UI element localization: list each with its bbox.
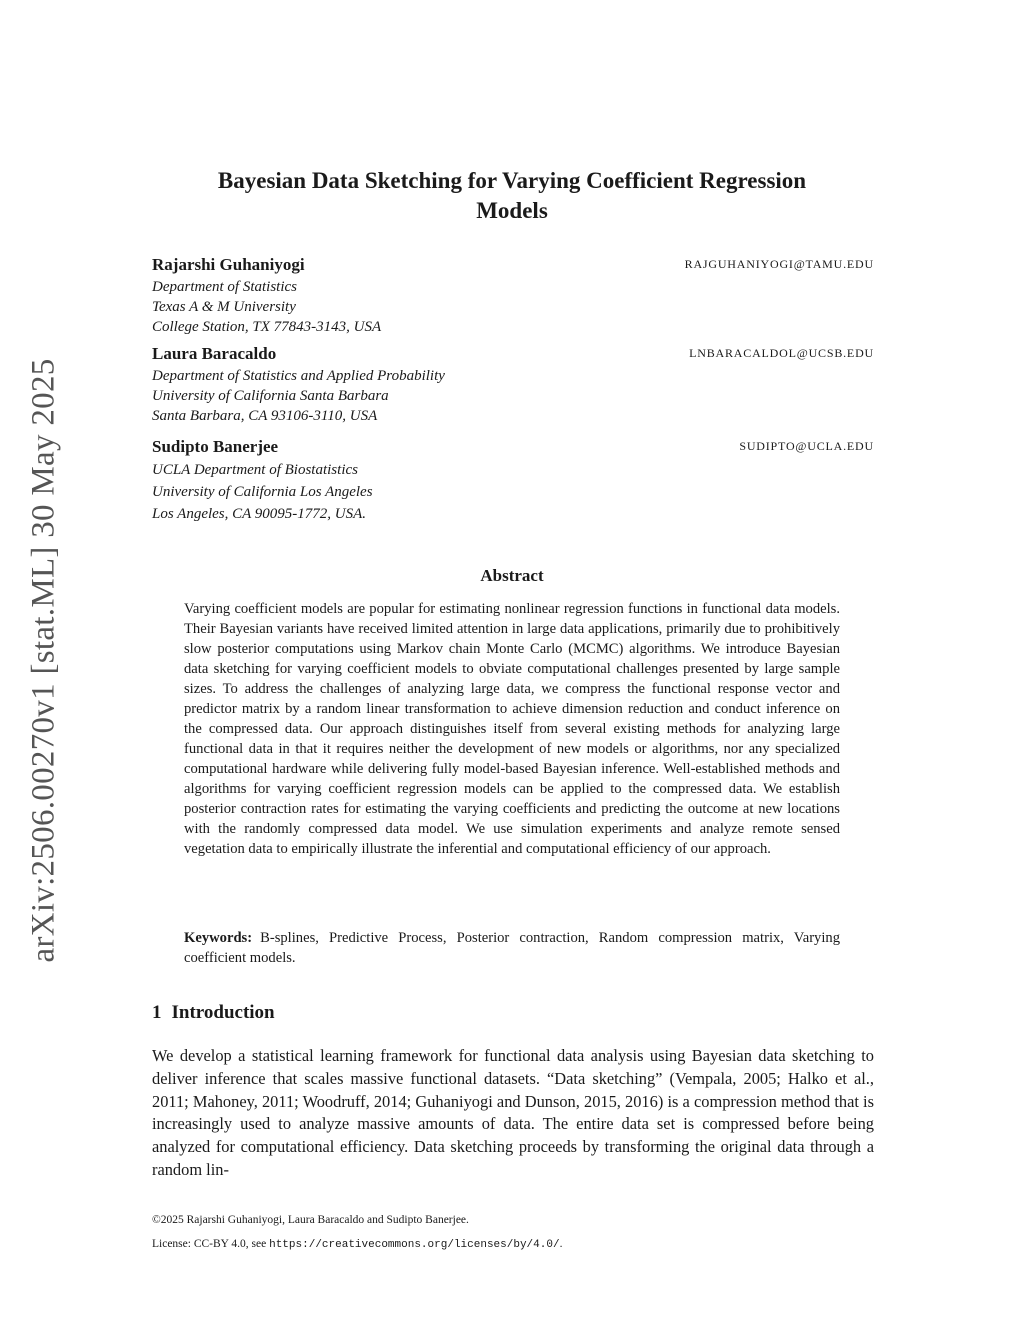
- abstract-text: Varying coefficient models are popular for estimating nonlinear regression functions in functional data models. Their Bayesian variants have received limited attention in large data applications, primarily due to prohibitively slow posterior computations using Markov chain Monte Carlo (MCMC) algorithms. We introduce Bayesian data sketching for varying coefficient models to obviate computational challenges presented by large sample sizes. To address the challenges of analyzing large data, we compress the functional response vector and predictor matrix by a random linear transformation to achieve dimension reduction and conduct inference on the compressed data. Our approach distinguishes itself from several existing methods for analyzing large functional data in that it requires neither the development of new models or algorithms, nor any specialized computational hardware while delivering fully model-based Bayesian inference. Well-established methods and algorithms for varying coefficient regression models can be applied to the compressed data. We establish posterior contraction rates for estimating the varying coefficients and predicting the outcome at new locations with the randomly compressed data model. We use simulation experiments and analyze remote sensed vegetation data to empirically illustrate the inferential and computational efficiency of our approach.: [184, 601, 840, 857]
- author-email[interactable]: RAJGUHANIYOGI@TAMU.EDU: [684, 257, 874, 271]
- affiliation-line: Santa Barbara, CA 93106-3110, USA: [152, 408, 378, 424]
- license-suffix: .: [559, 1238, 563, 1250]
- affiliation-line: Department of Statistics and Applied Probability: [152, 368, 445, 384]
- author-block-1: [152, 255, 874, 337]
- affiliation-line: University of California Santa Barbara: [152, 388, 389, 404]
- affiliation-line: Department of Statistics: [152, 279, 297, 295]
- author-email[interactable]: SUDIPTO@UCLA.EDU: [739, 439, 874, 453]
- paper-title: [140, 166, 884, 226]
- license-link[interactable]: https://creativecommons.org/licenses/by/4.0/: [269, 1239, 560, 1251]
- title-line-2: Models: [476, 198, 548, 223]
- keywords-text: B-splines, Predictive Process, Posterior contraction, Random compression matrix, Varying coefficient models.: [184, 930, 840, 966]
- author-name: Rajarshi Guhaniyogi: [152, 255, 305, 274]
- keywords-label: Keywords:: [184, 930, 253, 946]
- copyright-notice: ©2025 Rajarshi Guhaniyogi, Laura Baracaldo and Sudipto Banerjee.: [152, 1214, 469, 1226]
- author-block-3: [152, 437, 874, 525]
- affiliation-line: Los Angeles, CA 90095-1772, USA.: [152, 506, 367, 522]
- arxiv-id-text: arXiv:2506.00270v1 [stat.ML] 30 May 2025: [25, 357, 62, 963]
- section-heading-introduction: [152, 1002, 275, 1024]
- affiliation-line: College Station, TX 77843-3143, USA: [152, 319, 382, 335]
- affiliation-line: University of California Los Angeles: [152, 484, 373, 500]
- author-email[interactable]: LNBARACALDOL@UCSB.EDU: [689, 346, 874, 360]
- license-notice: [152, 1238, 874, 1251]
- introduction-text: We develop a statistical learning framework for functional data analysis using Bayesian data sketching to deliver inference that scales massive functional datasets. “Data sketching” (Vempala, 2005; Halko et al., 2011; Mahoney, 2011; Woodruff, 2014; Guhaniyogi and Dunson, 2015, 2016) is a compression method that is increasingly used to analyze massive amounts of data. The entire data set is compressed before being analyzed for computational efficiency. Data sketching proceeds by transforming the original data through a random lin-: [152, 1046, 874, 1179]
- author-name: Sudipto Banerjee: [152, 437, 279, 456]
- license-prefix: License: CC-BY 4.0, see: [152, 1238, 270, 1250]
- keywords-block: [184, 928, 840, 968]
- section-title: Introduction: [171, 1002, 275, 1023]
- affiliation-line: UCLA Department of Biostatistics: [152, 462, 358, 478]
- author-name: Laura Baracaldo: [152, 344, 277, 363]
- section-number: 1: [152, 1002, 162, 1023]
- title-line-1: Bayesian Data Sketching for Varying Coefficient Regression: [217, 168, 807, 193]
- arxiv-identifier-stamp: [14, 350, 74, 970]
- abstract-heading: Abstract: [480, 566, 544, 585]
- affiliation-line: Texas A & M University: [152, 299, 296, 315]
- author-block-2: [152, 344, 874, 426]
